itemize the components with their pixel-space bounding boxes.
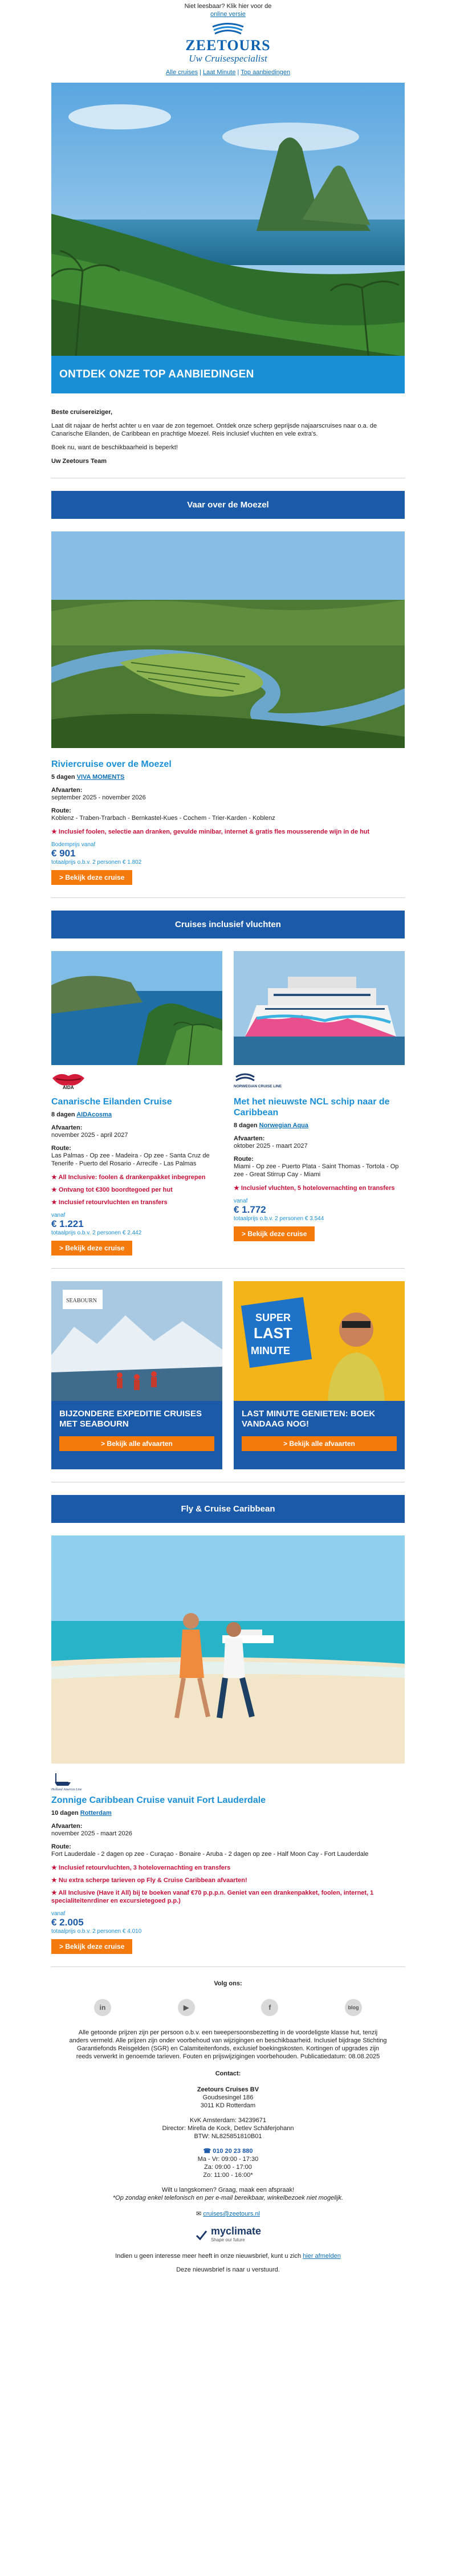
intro-paragraph: Laat dit najaar de herfst achter u en vaar de zon tegemoet. Ontdek onze scherp geprijsde najaarscruises naar o.a. de Canarische Eilanden, de Caribbean en prachtige Moezel. Reis inclusief vluchten en vele extra's.	[51, 422, 377, 437]
moezel-title[interactable]: Riviercruise over de Moezel	[51, 759, 172, 769]
caribbean-route-label: Route:	[51, 1843, 71, 1850]
nav-last-minute[interactable]: Laat Minute	[202, 69, 236, 76]
checkmark-icon	[195, 2229, 207, 2241]
caribbean-title[interactable]: Zonnige Caribbean Cruise vanuit Fort Lauderdale	[51, 1795, 266, 1805]
canary-coast-image[interactable]	[51, 951, 222, 1065]
contact-label: Contact:	[215, 2070, 241, 2077]
canarisch-departures: november 2025 - april 2027	[51, 1132, 128, 1139]
blog-icon[interactable]: blog	[345, 1999, 362, 2016]
canarisch-offer	[51, 951, 222, 1256]
facebook-icon[interactable]: f	[261, 1999, 278, 2016]
canarisch-route: Las Palmas - Op zee - Madeira - Op zee - Santa Cruz de Tenerife - Puerto del Rosario - Arrecife - Las Palmas	[51, 1152, 210, 1167]
company-director: Director: Mirella de Kock, Detlev Schäferjohann	[162, 2125, 294, 2132]
divider	[51, 1966, 405, 1967]
social-links	[94, 1999, 362, 2016]
myclimate-text: myclimate	[210, 2225, 262, 2237]
section-title-caribbean: Fly & Cruise Caribbean	[51, 1495, 405, 1523]
company-street: Goudsesingel 186	[202, 2094, 254, 2101]
intro-text	[51, 408, 405, 465]
canarisch-highlight-3: ★ Inclusief retourvluchten en transfers	[51, 1199, 168, 1206]
beach-couple-image	[51, 1535, 405, 1764]
ncl-logo	[234, 1070, 405, 1093]
price-disclaimer: Alle getoonde prijzen zijn per persoon o.b.v. een tweepersoonsbezetting in de voordeligste klasse hut, tenzij anders vermeld. Alle prijzen zijn onder voorbehoud van wijzigingen en beschikbaarheid. Inclusief bijdrage Stichting Garantiefonds Reisgelden (SGR) en Calamiteitenfonds, exclusief boekingskosten. Kortingen of upgrades zijn reeds verwerkt in genoemde tarieven. Fouten en prijswijzigingen voorbehouden. Publicatiedatum: 08.08.2025	[69, 2029, 387, 2060]
last-minute-promo-panel	[234, 1401, 405, 1469]
section-title-moezel: Vaar over de Moezel	[51, 491, 405, 519]
ncl-wave-icon	[234, 1070, 285, 1090]
visit-note: Wilt u langskomen? Graag, maak een afspraak!	[161, 2187, 295, 2193]
unsubscribe-text: Indien u geen interesse meer heeft in onze nieuwsbrief, kunt u zich	[115, 2253, 302, 2260]
wave-logo-icon	[208, 22, 248, 36]
caribbean-price-total: totaalprijs o.b.v. 2 personen € 4.010	[51, 1928, 142, 1935]
moezel-price-label: Bodemprijs vanaf	[51, 842, 96, 848]
caribbean-view-button[interactable]: > Bekijk deze cruise	[51, 1939, 132, 1954]
last-minute-all-departures-button[interactable]: > Bekijk alle afvaarten	[242, 1436, 397, 1451]
moezel-image[interactable]	[51, 531, 405, 750]
canarisch-departures-label: Afvaarten:	[51, 1124, 83, 1131]
hal-logo-text: Holland America Line	[51, 1788, 82, 1791]
caribbean-price: € 2.005	[51, 1917, 84, 1928]
canarisch-price-label: vanaf	[51, 1212, 66, 1218]
hal-logo	[51, 1771, 405, 1791]
caribbean-price-label: vanaf	[51, 1911, 66, 1917]
online-version-link[interactable]: online versie	[210, 11, 246, 18]
hero-image[interactable]	[51, 83, 405, 393]
aida-logo	[51, 1070, 222, 1093]
email-icon: ✉	[196, 2211, 202, 2217]
section-title-flights: Cruises inclusief vluchten	[51, 911, 405, 938]
minute-badge-text: MINUTE	[251, 1345, 290, 1356]
footer	[51, 1980, 405, 2274]
river-valley-image	[51, 531, 405, 748]
ncl-price: € 1.772	[234, 1204, 266, 1215]
intro-signoff: Uw Zeetours Team	[51, 458, 107, 465]
last-minute-promo-title: LAST MINUTE GENIETEN: BOEK VANDAAG NOG!	[242, 1409, 376, 1429]
caribbean-days: 10 dagen	[51, 1810, 79, 1817]
top-navigation: Alle cruises | Laat Minute | Top aanbiedingen	[165, 69, 291, 76]
myclimate-logo[interactable]	[51, 2226, 405, 2244]
seabourn-promo-panel	[51, 1401, 222, 1469]
phone-number[interactable]: ☎ 010 20 23 880	[203, 2148, 253, 2155]
caribbean-departures-label: Afvaarten:	[51, 1823, 83, 1830]
canarisch-view-button[interactable]: > Bekijk deze cruise	[51, 1241, 132, 1256]
sunday-note: *Op zondag enkel telefonisch en per e-mail bereikbaar, winkelbezoek niet mogelijk.	[112, 2195, 344, 2201]
caribbean-ship-link[interactable]: Rotterdam	[80, 1810, 112, 1817]
promo-row	[51, 1281, 405, 1469]
ncl-price-label: vanaf	[234, 1198, 248, 1204]
super-badge-text: SUPER	[255, 1312, 291, 1323]
opening-hours-sunday: Zo: 11:00 - 16:00*	[203, 2172, 253, 2179]
canarisch-highlight-2: ★ Ontvang tot €300 boordtegoed per hut	[51, 1187, 173, 1193]
moezel-departures: september 2025 - november 2026	[51, 794, 146, 801]
ncl-ship-link[interactable]: Norwegian Aqua	[259, 1122, 309, 1129]
last-badge-text: LAST	[254, 1324, 292, 1342]
seabourn-logo-text: SEABOURN	[66, 1298, 97, 1304]
ncl-price-total: totaalprijs o.b.v. 2 personen € 3.544	[234, 1216, 324, 1222]
moezel-offer	[51, 759, 405, 885]
ncl-departures-label: Afvaarten:	[234, 1135, 265, 1142]
ncl-title[interactable]: Met het nieuwste NCL schip naar de Caribbean	[234, 1097, 390, 1118]
canarisch-price-total: totaalprijs o.b.v. 2 personen € 2.442	[51, 1230, 142, 1236]
company-btw: BTW: NL825851810B01	[194, 2133, 262, 2140]
canarisch-highlight-1: ★ All Inclusive: foolen & drankenpakket inbegrepen	[51, 1174, 206, 1181]
seabourn-all-departures-button[interactable]: > Bekijk alle afvaarten	[59, 1436, 214, 1451]
brand-tagline: Uw Cruisespecialist	[189, 53, 267, 64]
seabourn-promo-title: BIJZONDERE EXPEDITIE CRUISES MET SEABOURN	[59, 1409, 202, 1429]
last-minute-image	[234, 1281, 405, 1401]
moezel-highlight: ★ Inclusief foolen, selectie aan dranken, gevulde minibar, internet & gratis fles mousserende wijn in de hut	[51, 828, 370, 835]
company-name: Zeetours Cruises BV	[197, 2086, 259, 2093]
caribbean-highlight-2: ★ Nu extra scherpe tarieven op Fly & Cruise Caribbean afvaarten!	[51, 1877, 247, 1884]
ncl-offer	[234, 951, 405, 1256]
moezel-days: 5 dagen	[51, 774, 75, 781]
moezel-ship-link[interactable]: VIVA MOMENTS	[76, 774, 125, 781]
canarisch-title[interactable]: Canarische Eilanden Cruise	[51, 1097, 172, 1107]
ncl-view-button[interactable]: > Bekijk deze cruise	[234, 1226, 315, 1241]
expedition-image	[51, 1281, 222, 1401]
linkedin-icon[interactable]: in	[94, 1999, 111, 2016]
aida-lips-icon	[51, 1070, 85, 1090]
ncl-route-label: Route:	[234, 1156, 254, 1163]
opening-hours-weekdays: Ma - Vr: 09:00 - 17:30	[197, 2156, 259, 2163]
ncl-ship-image[interactable]	[234, 951, 405, 1065]
caribbean-offer	[51, 1771, 405, 1954]
intro-cta: Boek nu, want de beschikbaarheid is beperkt!	[51, 444, 178, 451]
canarisch-days: 8 dagen	[51, 1111, 75, 1118]
divider	[51, 1268, 405, 1269]
tropical-island-image	[51, 83, 405, 393]
final-note: Deze nieuwsbrief is naar u verstuurd.	[176, 2266, 280, 2273]
hero-banner: ONTDEK ONZE TOP AANBIEDINGEN	[51, 356, 405, 393]
company-kvk: KvK Amsterdam: 34239671	[190, 2117, 266, 2124]
aida-logo-text: AIDA	[63, 1085, 74, 1090]
flight-cruises-row	[51, 951, 405, 1256]
follow-us-label: Volg ons:	[214, 1980, 242, 1987]
ncl-route: Miami - Op zee - Puerto Plata - Saint Thomas - Tortola - Op zee - Great Stirrup Cay - Miami	[234, 1163, 399, 1178]
moezel-price: € 901	[51, 848, 76, 859]
youtube-icon[interactable]: ▶	[178, 1999, 195, 2016]
last-minute-promo[interactable]	[234, 1281, 405, 1469]
moezel-price-total: totaalprijs o.b.v. 2 personen € 1.802	[51, 859, 142, 866]
intro-greeting: Beste cruisereiziger,	[51, 409, 113, 416]
moezel-route-label: Route:	[51, 807, 71, 814]
company-city: 3011 KD Rotterdam	[200, 2102, 256, 2109]
caribbean-route: Fort Lauderdale - 2 dagen op zee - Curaçao - Bonaire - Aruba - 2 dagen op zee - Half Moon Cay - Fort Lauderdale	[51, 1851, 369, 1858]
preheader	[51, 0, 405, 18]
seabourn-promo[interactable]	[51, 1281, 222, 1469]
moezel-route: Koblenz - Traben-Trarbach - Bernkastel-Kues - Cochem - Trier-Karden - Koblenz	[51, 815, 275, 822]
caribbean-departures: november 2025 - maart 2026	[51, 1830, 132, 1837]
moezel-view-button[interactable]: > Bekijk deze cruise	[51, 870, 132, 885]
canarisch-ship-link[interactable]: AIDAcosma	[76, 1111, 112, 1118]
opening-hours-saturday: Za: 09:00 - 17:00	[204, 2164, 252, 2171]
caribbean-highlight-1: ★ Inclusief retourvluchten, 3 hotelovernachting en transfers	[51, 1864, 231, 1871]
ncl-days: 8 dagen	[234, 1122, 258, 1129]
email-link[interactable]: cruises@zeetours.nl	[203, 2211, 260, 2217]
canarisch-price: € 1.221	[51, 1218, 84, 1229]
hal-ship-icon	[51, 1771, 91, 1791]
nav-all-cruises[interactable]: Alle cruises	[165, 69, 198, 76]
caribbean-image[interactable]	[51, 1535, 405, 1765]
divider	[51, 897, 405, 898]
myclimate-subtext: Shape our future	[210, 2237, 245, 2242]
preheader-text: Niet leesbaar? Klik hier voor de	[184, 3, 272, 10]
brand-name: ZEETOURS	[185, 37, 271, 54]
ncl-highlight-1: ★ Inclusief vluchten, 5 hotelovernachting en transfers	[234, 1185, 395, 1192]
ncl-logo-text: NORWEGIAN CRUISE LINE	[234, 1084, 282, 1088]
unsubscribe-link[interactable]: hier afmelden	[303, 2253, 341, 2260]
nav-top-deals[interactable]: Top aanbiedingen	[241, 69, 291, 76]
moezel-departures-label: Afvaarten:	[51, 787, 83, 794]
brand-logo[interactable]	[51, 22, 405, 64]
ncl-departures: oktober 2025 - maart 2027	[234, 1143, 308, 1149]
canarisch-route-label: Route:	[51, 1145, 71, 1152]
caribbean-highlight-3: ★ All Inclusive (Have it All) bij te boeken vanaf €70 p.p.p.n. Geniet van een drankenpakket, foolen, internet, 1 specialiteitenrdiner en excursietegoed p.p.)	[51, 1890, 374, 1904]
